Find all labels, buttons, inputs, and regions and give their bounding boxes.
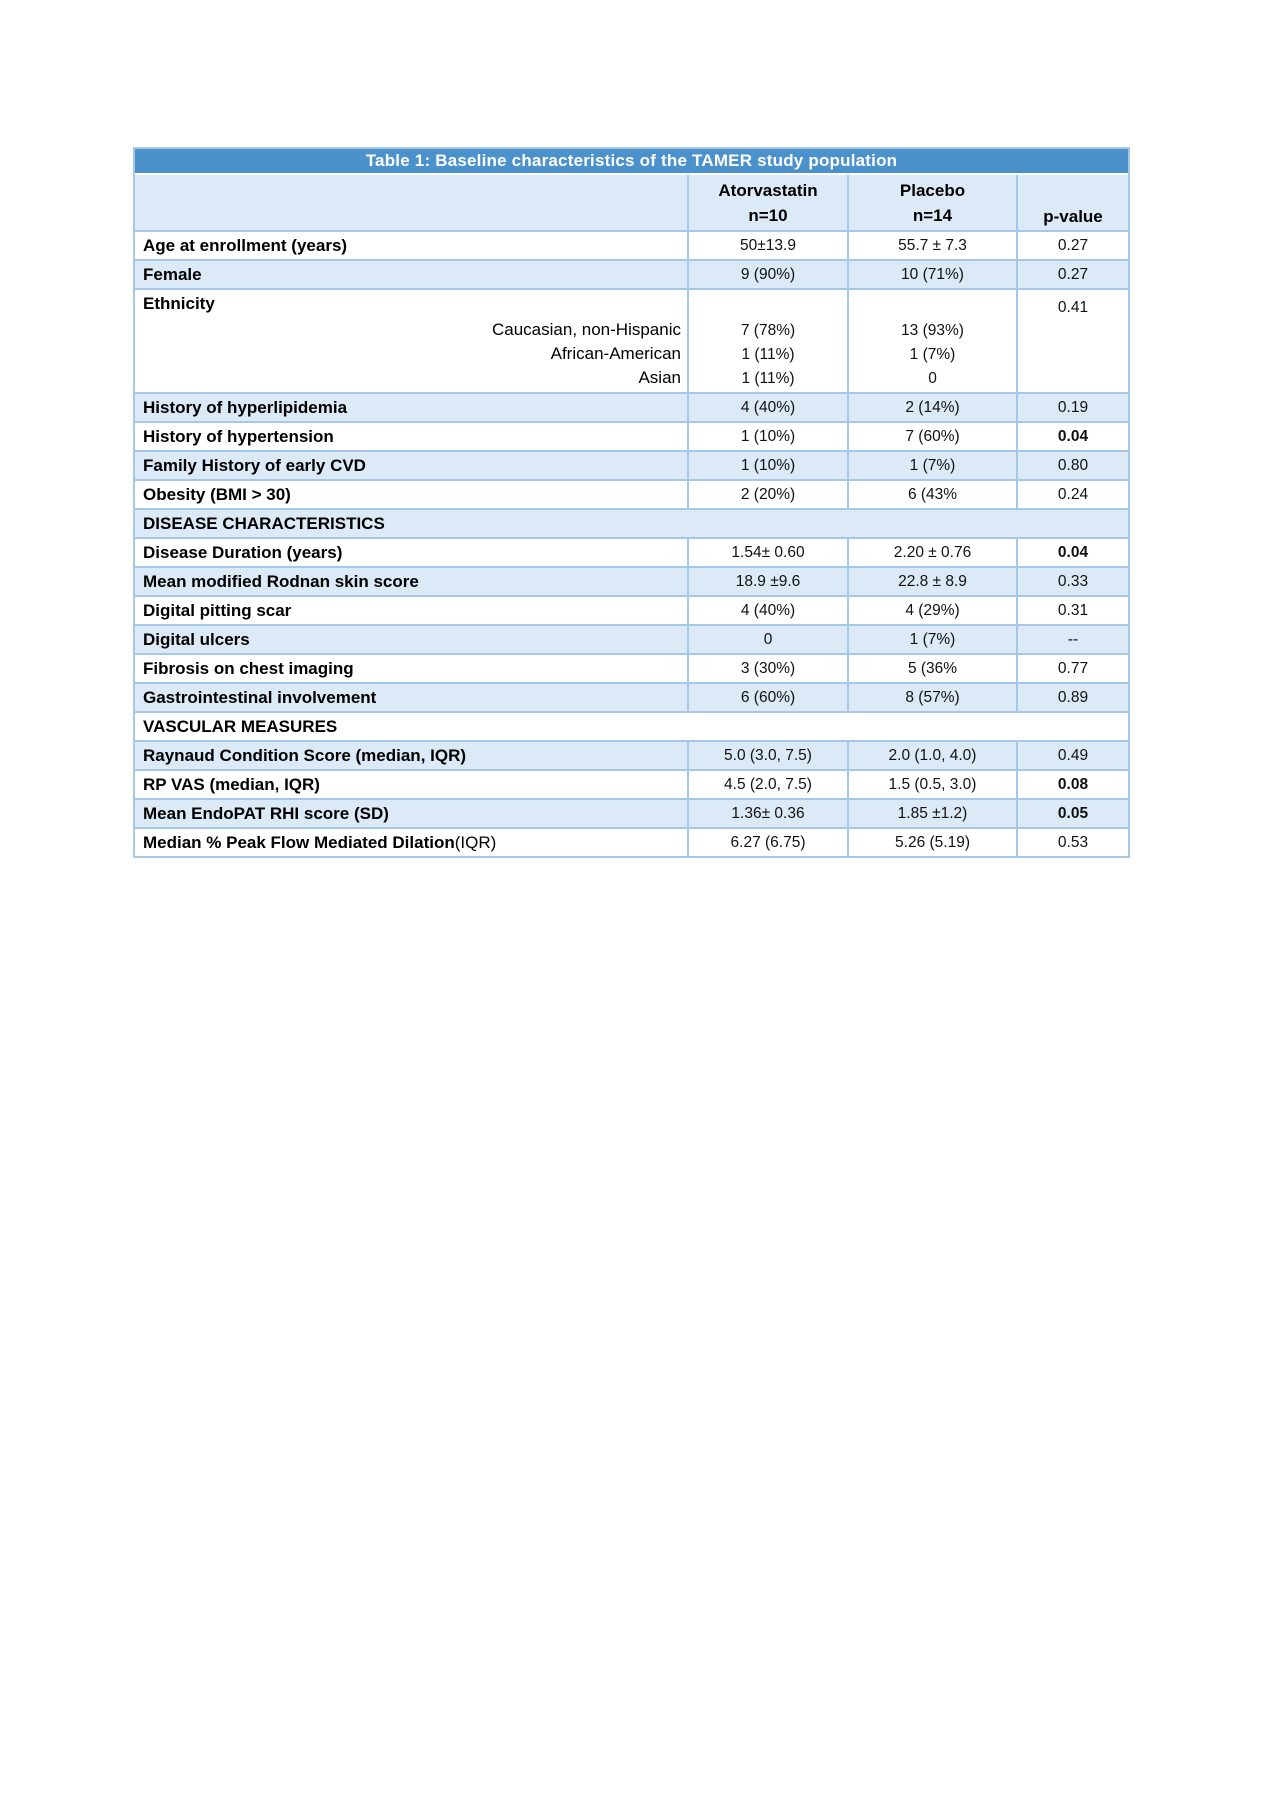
placebo-value: 0 [928,370,937,387]
section-row [135,510,1128,539]
atorvastatin-value-cell [689,290,849,392]
placebo-value: 5 (36% [849,655,1018,682]
placebo-value: 1 (7%) [849,626,1018,653]
table-row [135,452,1128,481]
row-label-cell [135,626,689,653]
row-label-cell [135,423,689,450]
p-value: 0.33 [1057,572,1089,590]
row-label: Age at enrollment (years) [143,235,348,255]
table-row [135,423,1128,452]
row-label: Disease Duration (years) [143,542,343,562]
row-label-cell [135,597,689,624]
atorvastatin-value: 9 (90%) [689,261,849,288]
row-label: Median % Peak Flow Mediated Dilation [143,832,455,852]
placebo-value: 1 (7%) [849,452,1018,479]
row-label-cell [135,568,689,595]
row-label: Raynaud Condition Score (median, IQR) [143,745,467,765]
atorvastatin-value: 1 (10%) [689,452,849,479]
ethnicity-sublabel: African-American [550,344,681,363]
baseline-characteristics-table [133,147,1130,858]
atorvastatin-value: 1 (11%) [741,346,795,363]
table-row [135,394,1128,423]
atorvastatin-value: 4 (40%) [689,597,849,624]
table-row [135,261,1128,290]
row-label-cell [135,261,689,288]
table-row [135,742,1128,771]
p-value: 0.24 [1057,485,1089,503]
placebo-value: 8 (57%) [849,684,1018,711]
p-value: 0.08 [1057,775,1089,793]
table-row [135,655,1128,684]
p-value-cell: 0.41 [1057,299,1089,316]
header-placebo-n: n=14 [912,205,953,225]
table-row [135,626,1128,655]
row-label-cell [135,539,689,566]
row-label: Family History of early CVD [143,455,366,475]
row-label: Ethnicity [143,294,215,313]
placebo-value: 2 (14%) [849,394,1018,421]
atorvastatin-value: 2 (20%) [689,481,849,508]
p-value: 0.04 [1057,427,1089,445]
atorvastatin-value: 6.27 (6.75) [689,829,849,856]
table-row [135,800,1128,829]
table-row [135,568,1128,597]
atorvastatin-value: 7 (78%) [740,322,796,339]
row-label-cell [135,684,689,711]
atorvastatin-value: 6 (60%) [689,684,849,711]
table-row [135,771,1128,800]
row-label: Digital ulcers [143,629,250,649]
placebo-value: 1.5 (0.5, 3.0) [849,771,1018,798]
p-value: 0.80 [1057,456,1089,474]
table-header-row [135,175,1128,232]
p-value: 0.53 [1057,833,1089,851]
table-title: Table 1: Baseline characteristics of the TAMER study population [135,149,1128,175]
placebo-value: 4 (29%) [849,597,1018,624]
row-label-cell [135,232,689,259]
header-placebo-label: Placebo [899,180,966,200]
row-label-suffix: (IQR) [454,832,497,852]
p-value: 0.77 [1057,659,1089,677]
row-label: RP VAS (median, IQR) [143,774,320,794]
header-atorvastatin-column [689,175,849,230]
atorvastatin-value: 4 (40%) [689,394,849,421]
atorvastatin-value: 0 [689,626,849,653]
atorvastatin-value: 3 (30%) [689,655,849,682]
atorvastatin-value: 5.0 (3.0, 7.5) [689,742,849,769]
row-label-cell [135,742,689,769]
atorvastatin-value: 1 (10%) [689,423,849,450]
atorvastatin-value: 4.5 (2.0, 7.5) [689,771,849,798]
p-value: 0.27 [1057,236,1089,254]
p-value: 0.89 [1057,688,1089,706]
row-label: Mean modified Rodnan skin score [143,571,419,591]
table-row [135,597,1128,626]
placebo-value: 13 (93%) [901,322,964,339]
row-label-cell [135,655,689,682]
row-label-cell [135,394,689,421]
ethnicity-sublabel: Caucasian, non-Hispanic [492,320,681,339]
row-label: Gastrointestinal involvement [143,687,377,707]
header-placebo-column [849,175,1018,230]
table-row [135,481,1128,510]
table-row [135,539,1128,568]
atorvastatin-value: 50±13.9 [689,232,849,259]
row-label-cell [135,800,689,827]
placebo-value: 7 (60%) [849,423,1018,450]
placebo-value: 5.26 (5.19) [849,829,1018,856]
section-header: DISEASE CHARACTERISTICS [143,513,385,533]
row-label: Fibrosis on chest imaging [143,658,354,678]
placebo-value: 1.85 ±1.2) [849,800,1018,827]
row-label-cell [135,481,689,508]
header-empty-cell [135,175,689,230]
placebo-value: 55.7 ± 7.3 [849,232,1018,259]
header-atorvastatin-n: n=10 [748,205,788,225]
placebo-value: 1 (7%) [909,346,956,363]
placebo-value-cell [849,290,1018,392]
header-atorvastatin-label: Atorvastatin [718,180,818,200]
atorvastatin-value: 1.54± 0.60 [689,539,849,566]
section-row [135,713,1128,742]
p-value: 0.49 [1057,746,1089,764]
row-label: History of hypertension [143,426,334,446]
section-header: VASCULAR MEASURES [143,716,338,736]
p-value: 0.31 [1057,601,1089,619]
row-label-cell [135,771,689,798]
p-value: 0.04 [1057,543,1089,561]
header-p-value: p-value [1043,207,1103,226]
row-label-cell [135,452,689,479]
ethnicity-row [135,290,1128,394]
p-value: 0.27 [1057,265,1089,283]
placebo-value: 2.0 (1.0, 4.0) [849,742,1018,769]
table-body [135,232,1128,856]
placebo-value: 6 (43% [849,481,1018,508]
row-label-cell [135,290,689,392]
row-label-cell [135,829,689,856]
p-value: 0.19 [1057,398,1089,416]
placebo-value: 22.8 ± 8.9 [849,568,1018,595]
row-label: Mean EndoPAT RHI score (SD) [143,803,389,823]
table-row [135,684,1128,713]
p-value: 0.05 [1057,804,1089,822]
table-row [135,829,1128,856]
atorvastatin-value: 1 (11%) [741,370,795,387]
row-label: Obesity (BMI > 30) [143,484,291,504]
placebo-value: 2.20 ± 0.76 [849,539,1018,566]
placebo-value: 10 (71%) [849,261,1018,288]
atorvastatin-value: 18.9 ±9.6 [689,568,849,595]
row-label: Digital pitting scar [143,600,292,620]
row-label: Female [143,264,202,284]
p-value: -- [1067,630,1079,648]
table-row [135,232,1128,261]
atorvastatin-value: 1.36± 0.36 [689,800,849,827]
ethnicity-sublabel: Asian [638,368,681,387]
row-label: History of hyperlipidemia [143,397,348,417]
